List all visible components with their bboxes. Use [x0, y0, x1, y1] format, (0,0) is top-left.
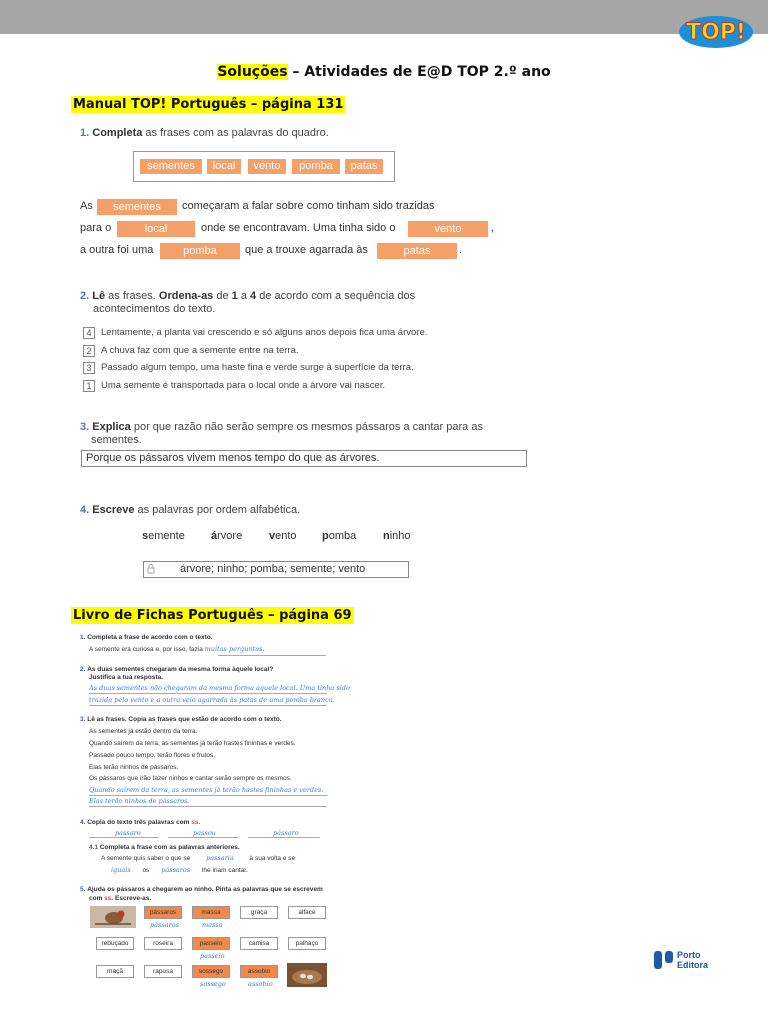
- answer-underline: [89, 795, 327, 796]
- wb-q5-answer: passeio: [200, 952, 225, 960]
- top-bar: [0, 0, 768, 34]
- word-cell: raposa: [144, 965, 182, 978]
- fill-text: que a trouxe agarrada às: [245, 244, 368, 256]
- word-cell: camisa: [240, 937, 278, 950]
- wb-q4-1-line: iguais os pássaros lhe iriam cantar.: [111, 866, 248, 874]
- word-chip: patas: [345, 159, 383, 174]
- order-number: 2: [83, 345, 95, 357]
- wb-q2-sub: Justifica a tua resposta.: [89, 674, 164, 681]
- wb-q3-line: Passado pouco tempo, terão flores e frutos.: [89, 752, 216, 759]
- publisher-logo: [654, 950, 724, 972]
- answer-underline: [89, 705, 327, 706]
- answer-underline: [218, 655, 326, 656]
- q4-answer: árvore; ninho; pomba; semente; vento: [143, 561, 409, 578]
- order-text: Uma semente é transportada para o local onde a árvore vai nascer.: [101, 380, 386, 391]
- word-cell: rebuçado: [96, 937, 134, 950]
- word-cell: massa: [192, 906, 230, 919]
- order-text: Passado algum tempo, uma haste fina e verde surge à superfície da terra.: [101, 362, 414, 373]
- q2-prompt-line2: acontecimentos do texto.: [93, 303, 216, 315]
- section-title-fichas: Livro de Fichas Português – página 69: [73, 608, 352, 623]
- fill-text: ,: [491, 222, 495, 234]
- q4-prompt: 4. Escreve as palavras por ordem alfabética.: [80, 504, 301, 516]
- wb-q1-prompt: 1. Completa a frase de acordo com o texto.: [80, 634, 213, 641]
- svg-text:TOP!: TOP!: [686, 20, 746, 45]
- page-title: Soluções – Atividades de E@D TOP 2.º ano: [217, 64, 551, 80]
- answer-underline: [89, 837, 159, 838]
- wb-q3-line: As sementes já estão dentro da terra.: [89, 728, 198, 735]
- alpha-word: semente: [142, 530, 185, 542]
- fill-text: a outra foi uma: [80, 244, 154, 256]
- alpha-word: árvore: [211, 530, 243, 542]
- publisher-name: Porto Editora: [677, 950, 709, 970]
- word-cell: graça: [240, 906, 278, 919]
- fill-text: As: [80, 200, 93, 212]
- fill-text: para o: [80, 222, 112, 234]
- answer-underline: [89, 693, 327, 694]
- answer-blank: pomba: [160, 243, 240, 259]
- wb-q5-answer: sossego: [200, 980, 226, 988]
- fill-text: .: [459, 244, 463, 256]
- wb-q5-prompt-line2: com ss. Escreve-as.: [89, 895, 152, 902]
- order-text: A chuva faz com que a semente entre na terra.: [101, 345, 299, 356]
- answer-blank: sementes: [97, 199, 177, 215]
- wb-q4-1-prompt: 4.1 Completa a frase com as palavras anteriores.: [89, 844, 240, 851]
- word-cell: alface: [288, 906, 326, 919]
- word-cell: passeio: [192, 937, 230, 950]
- q3-prompt: 3. Explica por que razão não serão sempre os mesmos pássaros a cantar para as: [80, 421, 483, 433]
- order-number: 1: [83, 380, 95, 392]
- answer-underline: [248, 837, 320, 838]
- section-title-manual: Manual TOP! Português – página 131: [73, 97, 344, 112]
- wb-q3-answer: Quando saírem da terra, as sementes já terão hastes fininhas e verdes.: [89, 786, 324, 794]
- wb-q2-answer: As duas sementes não chegaram da mesma forma àquele local. Uma tinha sido: [89, 684, 350, 692]
- wb-q3-answer: Elas terão ninhos de pássaros.: [89, 797, 190, 805]
- alpha-word: pomba: [322, 530, 357, 542]
- bird-picture: [90, 906, 136, 928]
- answer-underline: [168, 837, 238, 838]
- wb-q5-answer: pássaros: [150, 921, 179, 929]
- wb-q4-1-line: A semente quis saber o que se passaria à sua volta e se: [101, 854, 296, 862]
- alpha-word: ninho: [383, 530, 411, 542]
- q1-prompt: 1. Completa as frases com as palavras do quadro.: [80, 127, 329, 139]
- q3-answer: Porque os pássaros vivem menos tempo do que as árvores.: [81, 450, 527, 467]
- wb-q4-prompt: 4. Copia do texto três palavras com ss.: [80, 819, 201, 826]
- nest-picture: [287, 963, 327, 987]
- answer-blank: local: [117, 221, 195, 237]
- word-cell: maçã: [96, 965, 134, 978]
- answer-blank: patas: [377, 243, 457, 259]
- word-cell: roseira: [144, 937, 182, 950]
- wb-q5-prompt: 5. Ajuda os pássaros a chegarem ao ninho. Pinta as palavras que se escrevem: [80, 886, 323, 893]
- wb-q4-answer: passou: [193, 829, 216, 837]
- answer-blank: vento: [408, 221, 488, 237]
- word-chip: local: [207, 159, 241, 174]
- fill-text: começaram a falar sobre como tinham sido trazidas: [182, 200, 435, 212]
- wb-q5-answer: massa: [202, 921, 223, 929]
- alpha-word: vento: [269, 530, 297, 542]
- wb-q3-line: Quando saírem da terra, as sementes já terão hastes fininhas e verdes.: [89, 740, 296, 747]
- wb-q3-line: Elas terão ninhos de pássaros.: [89, 764, 179, 771]
- word-cell: palhaço: [288, 937, 326, 950]
- porto-editora-icon: [654, 951, 674, 969]
- fill-text: onde se encontravam. Uma tinha sido o: [201, 222, 396, 234]
- wb-q1-line: A semente era curiosa e, por isso, fazia muitas perguntas.: [89, 645, 265, 653]
- order-text: Lentamente, a planta vai crescendo e só alguns anos depois fica uma árvore.: [101, 327, 428, 338]
- q2-prompt: 2. Lê as frases. Ordena-as de 1 a 4 de acordo com a sequência dos: [80, 290, 416, 302]
- wb-q2-answer: trazida pelo vento e a outra veio agarrada às patas de uma pomba branca.: [89, 696, 335, 704]
- word-chip: pomba: [292, 159, 340, 174]
- wb-q4-answer: pássaro: [273, 829, 299, 837]
- word-chip: vento: [248, 159, 286, 174]
- word-cell: assobio: [240, 965, 278, 978]
- lock-icon: [147, 564, 155, 574]
- top-logo: [676, 10, 754, 50]
- order-number: 4: [83, 327, 95, 339]
- order-number: 3: [83, 362, 95, 374]
- wb-q5-answer: assobio: [248, 980, 273, 988]
- word-cell: sossego: [192, 965, 230, 978]
- word-chip: sementes: [140, 159, 202, 174]
- wb-q3-line: Os pássaros que irão fazer ninhos e cantar serão sempre os mesmos.: [89, 775, 292, 782]
- answer-underline: [89, 806, 327, 807]
- wb-q4-answer: passaro: [115, 829, 141, 837]
- wb-q3-prompt: 3. Lê as frases. Copia as frases que estão de acordo com o texto.: [80, 716, 282, 723]
- wb-q2-prompt: 2. As duas sementes chegaram da mesma forma àquele local?: [80, 666, 274, 673]
- word-cell: pássaros: [144, 906, 182, 919]
- q3-prompt-line2: sementes.: [91, 434, 142, 446]
